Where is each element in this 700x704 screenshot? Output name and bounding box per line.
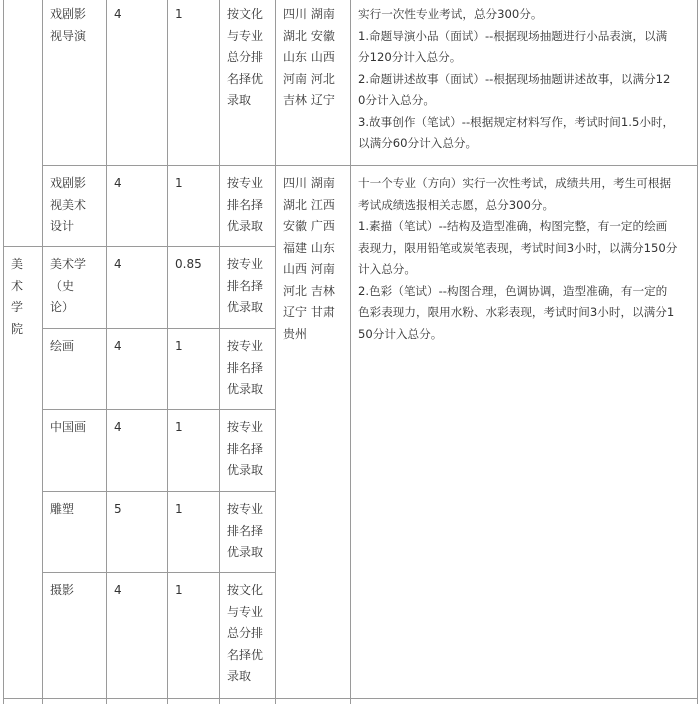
coefficient-cell: 1 xyxy=(175,7,183,21)
major-cell xyxy=(50,417,86,439)
exam-line: 2.命题讲述故事（面试）--根据现场抽题讲述故事，以满分12 xyxy=(358,71,671,86)
years-cell: 4 xyxy=(114,339,122,353)
province-line: 安徽 广西 xyxy=(283,219,335,233)
rule-line: 排名择 xyxy=(227,441,264,456)
admission-rule-cell xyxy=(227,4,263,112)
exam-line: 计入总分。 xyxy=(358,262,416,276)
major-line: 美术学 xyxy=(50,257,87,271)
major-line: 绘画 xyxy=(50,339,75,353)
row-divider xyxy=(3,246,276,247)
admission-rule-cell xyxy=(227,417,263,482)
rule-line: 名择优 xyxy=(227,647,264,662)
province-line: 河北 吉林 xyxy=(283,283,335,298)
rule-line: 优录取 xyxy=(227,219,264,233)
province-line: 辽宁 甘肃 xyxy=(283,305,335,319)
coefficient-cell: 0.85 xyxy=(175,257,202,271)
coefficient-cell: 1 xyxy=(175,502,183,516)
rule-line: 按专业 xyxy=(227,502,264,516)
column-divider xyxy=(106,0,107,704)
years-cell: 4 xyxy=(114,420,122,434)
rule-line: 总分排 xyxy=(227,50,264,64)
rule-line: 优录取 xyxy=(227,300,264,314)
provinces-cell xyxy=(283,4,335,112)
rule-line: 优录取 xyxy=(227,463,264,477)
rule-line: 与专业 xyxy=(227,28,264,43)
coefficient-cell: 1 xyxy=(175,339,183,353)
coefficient-cell: 1 xyxy=(175,420,183,434)
major-line: 视导演 xyxy=(50,28,87,43)
column-divider xyxy=(219,0,220,704)
years-cell: 4 xyxy=(114,257,122,271)
exam-line: 50分计入总分。 xyxy=(358,326,443,341)
column-divider xyxy=(275,0,276,704)
row-divider xyxy=(3,698,698,699)
rule-line: 排名择 xyxy=(227,523,264,538)
exam-line: 以满分60分计入总分。 xyxy=(358,136,478,150)
admission-rule-cell xyxy=(227,336,263,401)
major-line: 雕塑 xyxy=(50,502,75,516)
college-char: 学 xyxy=(11,300,24,314)
major-cell xyxy=(50,499,74,521)
major-line: 中国画 xyxy=(50,420,87,434)
rule-line: 排名择 xyxy=(227,278,264,293)
province-line: 四川 湖南 xyxy=(283,176,335,190)
rule-line: 优录取 xyxy=(227,545,264,559)
table-border-left xyxy=(3,0,4,704)
rule-line: 按文化 xyxy=(227,583,264,597)
major-line: 视美术 xyxy=(50,197,87,212)
rule-line: 录取 xyxy=(227,93,252,107)
major-cell xyxy=(50,254,86,319)
exam-line: 色彩表现力，限用水粉、水彩表现，考试时间3小时，以满分1 xyxy=(358,305,675,319)
exam-line: 0分计入总分。 xyxy=(358,93,435,107)
years-cell: 5 xyxy=(114,502,122,516)
rule-line: 排名择 xyxy=(227,197,264,212)
college-char: 院 xyxy=(11,321,24,336)
major-cell xyxy=(50,4,86,47)
admission-rule-cell xyxy=(227,580,263,688)
major-cell xyxy=(50,173,86,238)
row-divider xyxy=(42,165,698,166)
column-divider xyxy=(167,0,168,704)
province-line: 贵州 xyxy=(283,326,308,341)
province-line: 吉林 辽宁 xyxy=(283,93,335,107)
years-cell: 4 xyxy=(114,7,122,21)
exam-description-cell xyxy=(358,4,674,155)
row-divider xyxy=(42,491,276,492)
exam-line: 表现力，限用铅笔或炭笔表现，考试时间3小时，以满分150分 xyxy=(358,240,678,255)
table-border-right xyxy=(697,0,698,704)
exam-line: 分120分计入总分。 xyxy=(358,50,462,64)
admission-rule-cell xyxy=(227,254,263,319)
major-cell xyxy=(50,336,74,358)
row-divider xyxy=(42,572,276,573)
art-exam-description-cell xyxy=(358,173,677,345)
province-line: 河南 河北 xyxy=(283,71,335,86)
province-line: 山东 山西 xyxy=(283,50,335,64)
rule-line: 排名择 xyxy=(227,360,264,375)
admission-rule-cell xyxy=(227,499,263,564)
major-line: 论） xyxy=(50,300,75,314)
province-line: 山西 河南 xyxy=(283,262,335,276)
province-line: 湖北 江西 xyxy=(283,197,335,212)
rule-line: 与专业 xyxy=(227,604,264,619)
art-provinces-cell xyxy=(283,173,335,345)
rule-line: 录取 xyxy=(227,669,252,683)
row-divider xyxy=(42,409,276,410)
major-cell xyxy=(50,580,74,602)
rule-line: 按专业 xyxy=(227,420,264,434)
exam-line: 3.故事创作（笔试）--根据规定材料写作，考试时间1.5小时， xyxy=(358,114,675,129)
exam-line: 实行一次性专业考试，总分300分。 xyxy=(358,7,543,21)
column-divider xyxy=(350,0,351,704)
exam-line: 2.色彩（笔试）--构图合理，色调协调，造型准确，有一定的 xyxy=(358,283,668,298)
exam-line: 1.命题导演小品（面试）--根据现场抽题进行小品表演，以满 xyxy=(358,28,668,43)
admission-rule-cell xyxy=(227,173,263,238)
major-line: 摄影 xyxy=(50,583,75,597)
rule-line: 总分排 xyxy=(227,626,264,640)
rule-line: 按专业 xyxy=(227,339,264,353)
rule-line: 按专业 xyxy=(227,257,264,271)
coefficient-cell: 1 xyxy=(175,583,183,597)
rule-line: 按文化 xyxy=(227,7,264,21)
college-char: 术 xyxy=(11,278,24,293)
college-cell-art xyxy=(11,254,23,340)
exam-line: 十一个专业（方向）实行一次性考试，成绩共用，考生可根据 xyxy=(358,176,672,190)
exam-line: 1.素描（笔试）--结构及造型准确，构图完整，有一定的绘画 xyxy=(358,219,668,233)
coefficient-cell: 1 xyxy=(175,176,183,190)
major-line: 设计 xyxy=(50,219,75,233)
province-line: 福建 山东 xyxy=(283,240,335,255)
major-line: 戏剧影 xyxy=(50,176,87,190)
college-char: 美 xyxy=(11,257,24,271)
years-cell: 4 xyxy=(114,176,122,190)
column-divider xyxy=(42,0,43,704)
rule-line: 优录取 xyxy=(227,382,264,396)
exam-line: 考试成绩选报相关志愿，总分300分。 xyxy=(358,197,555,212)
province-line: 四川 湖南 xyxy=(283,7,335,21)
rule-line: 名择优 xyxy=(227,71,264,86)
major-line: 戏剧影 xyxy=(50,7,87,21)
years-cell: 4 xyxy=(114,583,122,597)
province-line: 湖北 安徽 xyxy=(283,28,335,43)
row-divider xyxy=(42,328,276,329)
rule-line: 按专业 xyxy=(227,176,264,190)
major-line: （史 xyxy=(50,278,75,293)
